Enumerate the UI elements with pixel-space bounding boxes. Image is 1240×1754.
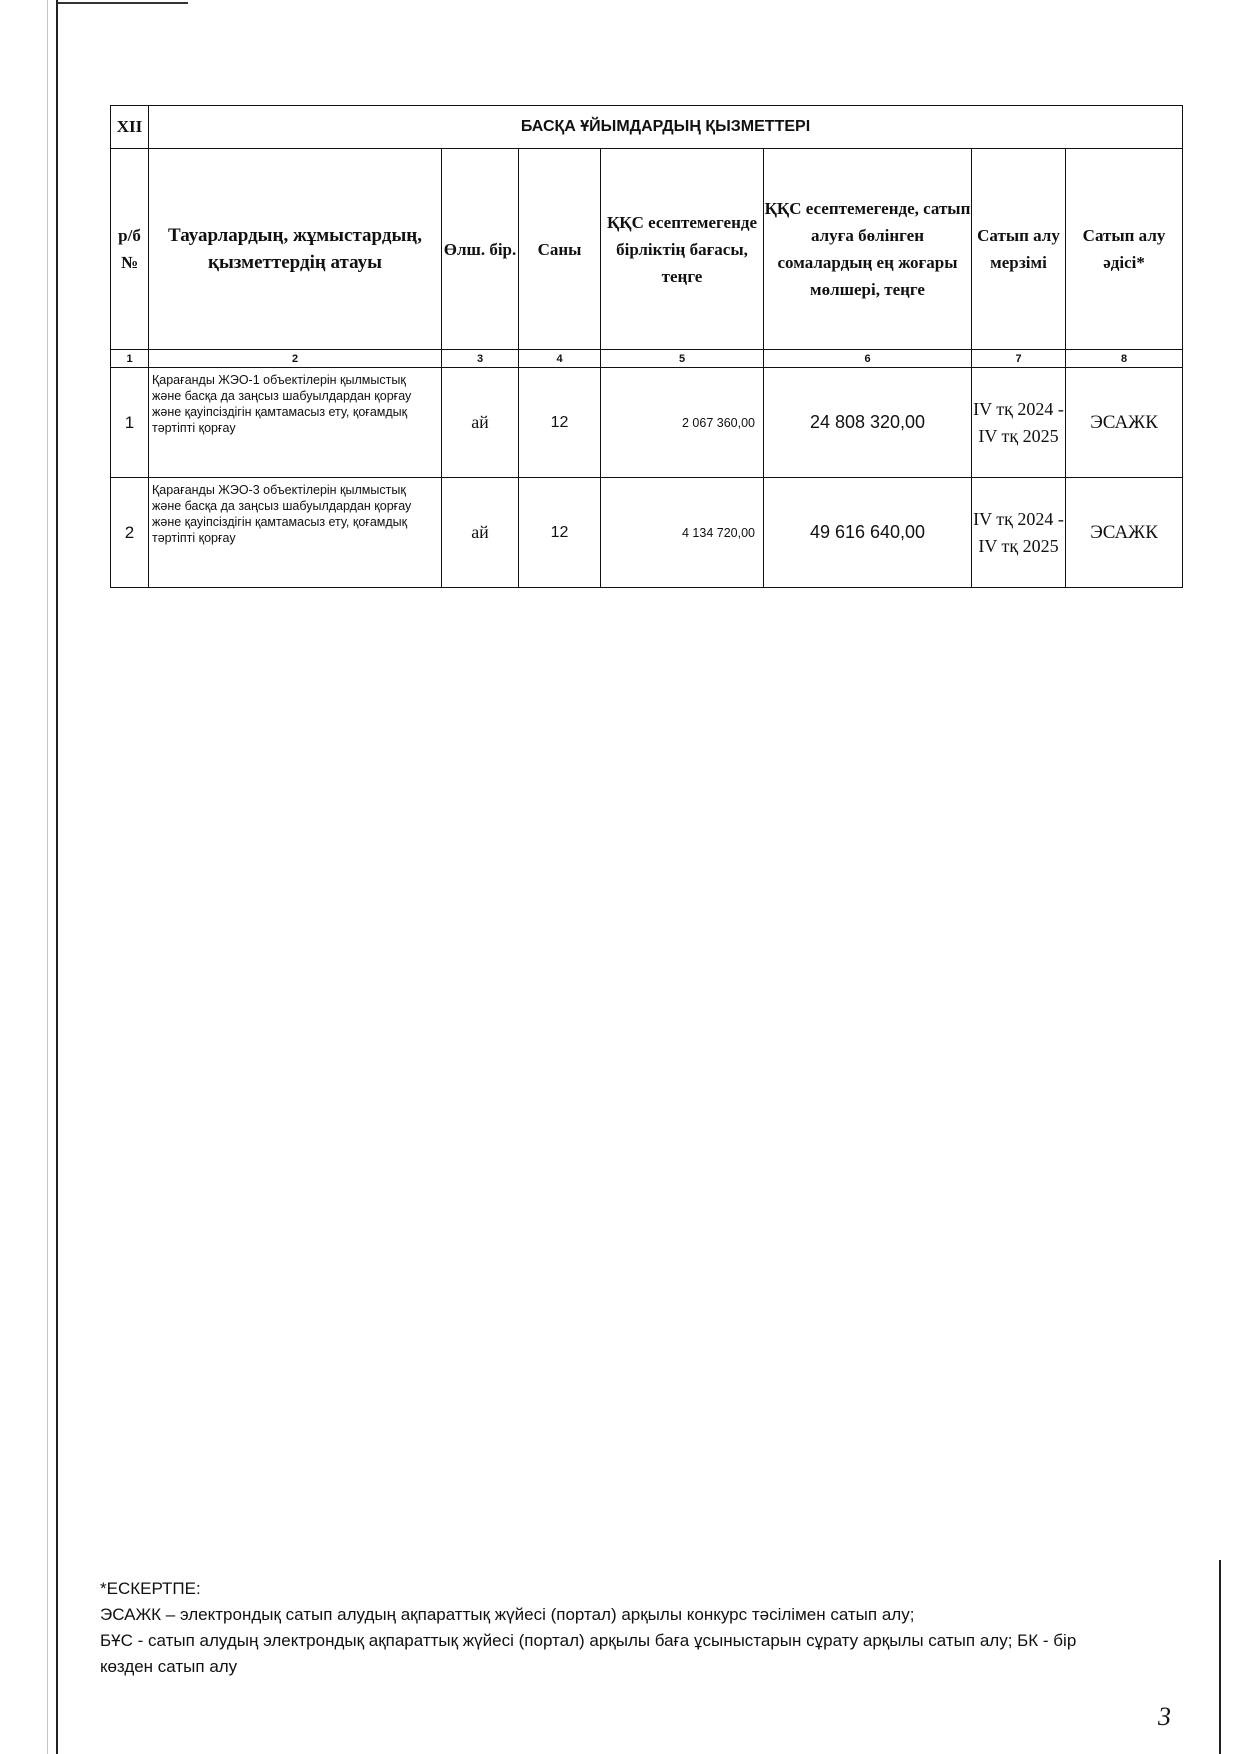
header-qty: Саны <box>519 149 601 350</box>
header-name: Тауарлардың, жұмыстардың, қызметтердің атауы <box>149 149 442 350</box>
item-unit: ай <box>442 478 519 588</box>
header-method: Сатып алу әдісі* <box>1066 149 1183 350</box>
column-number: 8 <box>1066 350 1183 368</box>
footnote-line: БҰС - сатып алудың электрондық ақпараттық жүйесі (портал) арқылы баға ұсыныстарын сұрату арқылы сатып алу; БК - бір көзден сатып алу <box>100 1631 1077 1676</box>
item-unit-price: 2 067 360,00 <box>601 368 764 478</box>
table-row <box>111 368 1183 478</box>
column-number: 4 <box>519 350 601 368</box>
page-number: 3 <box>1158 1702 1171 1731</box>
item-term: IV тқ 2024 - IV тқ 2025 <box>972 368 1066 478</box>
item-name: Қарағанды ЖЭО-1 объектілерін қылмыстық және басқа да заңсыз шабуылдардан қорғау және қауіпсіздігін қамтамасыз ету, қоғамдық тәртіпті қорғау <box>149 368 442 478</box>
item-method: ЭСАЖК <box>1066 368 1183 478</box>
item-unit: ай <box>442 368 519 478</box>
item-name: Қарағанды ЖЭО-3 объектілерін қылмыстық және басқа да заңсыз шабуылдардан қорғау және қауіпсіздігін қамтамасыз ету, қоғамдық тәртіпті қорғау <box>149 478 442 588</box>
item-unit-price: 4 134 720,00 <box>601 478 764 588</box>
row-number: 1 <box>111 368 149 478</box>
item-term: IV тқ 2024 - IV тқ 2025 <box>972 478 1066 588</box>
item-qty: 12 <box>519 478 601 588</box>
column-number: 7 <box>972 350 1066 368</box>
section-title: БАСҚА ҰЙЫМДАРДЫҢ ҚЫЗМЕТТЕРІ <box>149 106 1183 149</box>
header-no: р/б № <box>111 149 149 350</box>
column-number: 5 <box>601 350 764 368</box>
item-method: ЭСАЖК <box>1066 478 1183 588</box>
footnote-title: *ЕСКЕРТПЕ: <box>100 1579 201 1598</box>
column-number: 6 <box>764 350 972 368</box>
column-number: 1 <box>111 350 149 368</box>
header-term: Сатып алу мерзімі <box>972 149 1066 350</box>
header-price: ҚҚС есептемегенде бірліктің бағасы, теңге <box>601 149 764 350</box>
header-row <box>111 149 1183 350</box>
item-total: 24 808 320,00 <box>764 368 972 478</box>
row-number: 2 <box>111 478 149 588</box>
footnote <box>100 1576 1100 1680</box>
section-number: XII <box>111 106 149 149</box>
scan-edge-faint <box>47 0 48 1754</box>
scan-edge-left <box>56 0 58 1754</box>
table-row <box>111 478 1183 588</box>
column-number: 2 <box>149 350 442 368</box>
header-total: ҚҚС есептемегенде, сатып алуға бөлінген сомалардың ең жоғары мөлшері, теңге <box>764 149 972 350</box>
item-total: 49 616 640,00 <box>764 478 972 588</box>
column-number: 3 <box>442 350 519 368</box>
column-number-row <box>111 350 1183 368</box>
scan-edge-top <box>58 2 188 4</box>
scan-edge-right <box>1219 1560 1221 1754</box>
section-row <box>111 106 1183 149</box>
procurement-table <box>110 105 1183 588</box>
footnote-line: ЭСАЖК – электрондық сатып алудың ақпараттық жүйесі (портал) арқылы конкурс тәсілімен сатып алу; <box>100 1605 915 1624</box>
item-qty: 12 <box>519 368 601 478</box>
header-unit: Өлш. бір. <box>442 149 519 350</box>
